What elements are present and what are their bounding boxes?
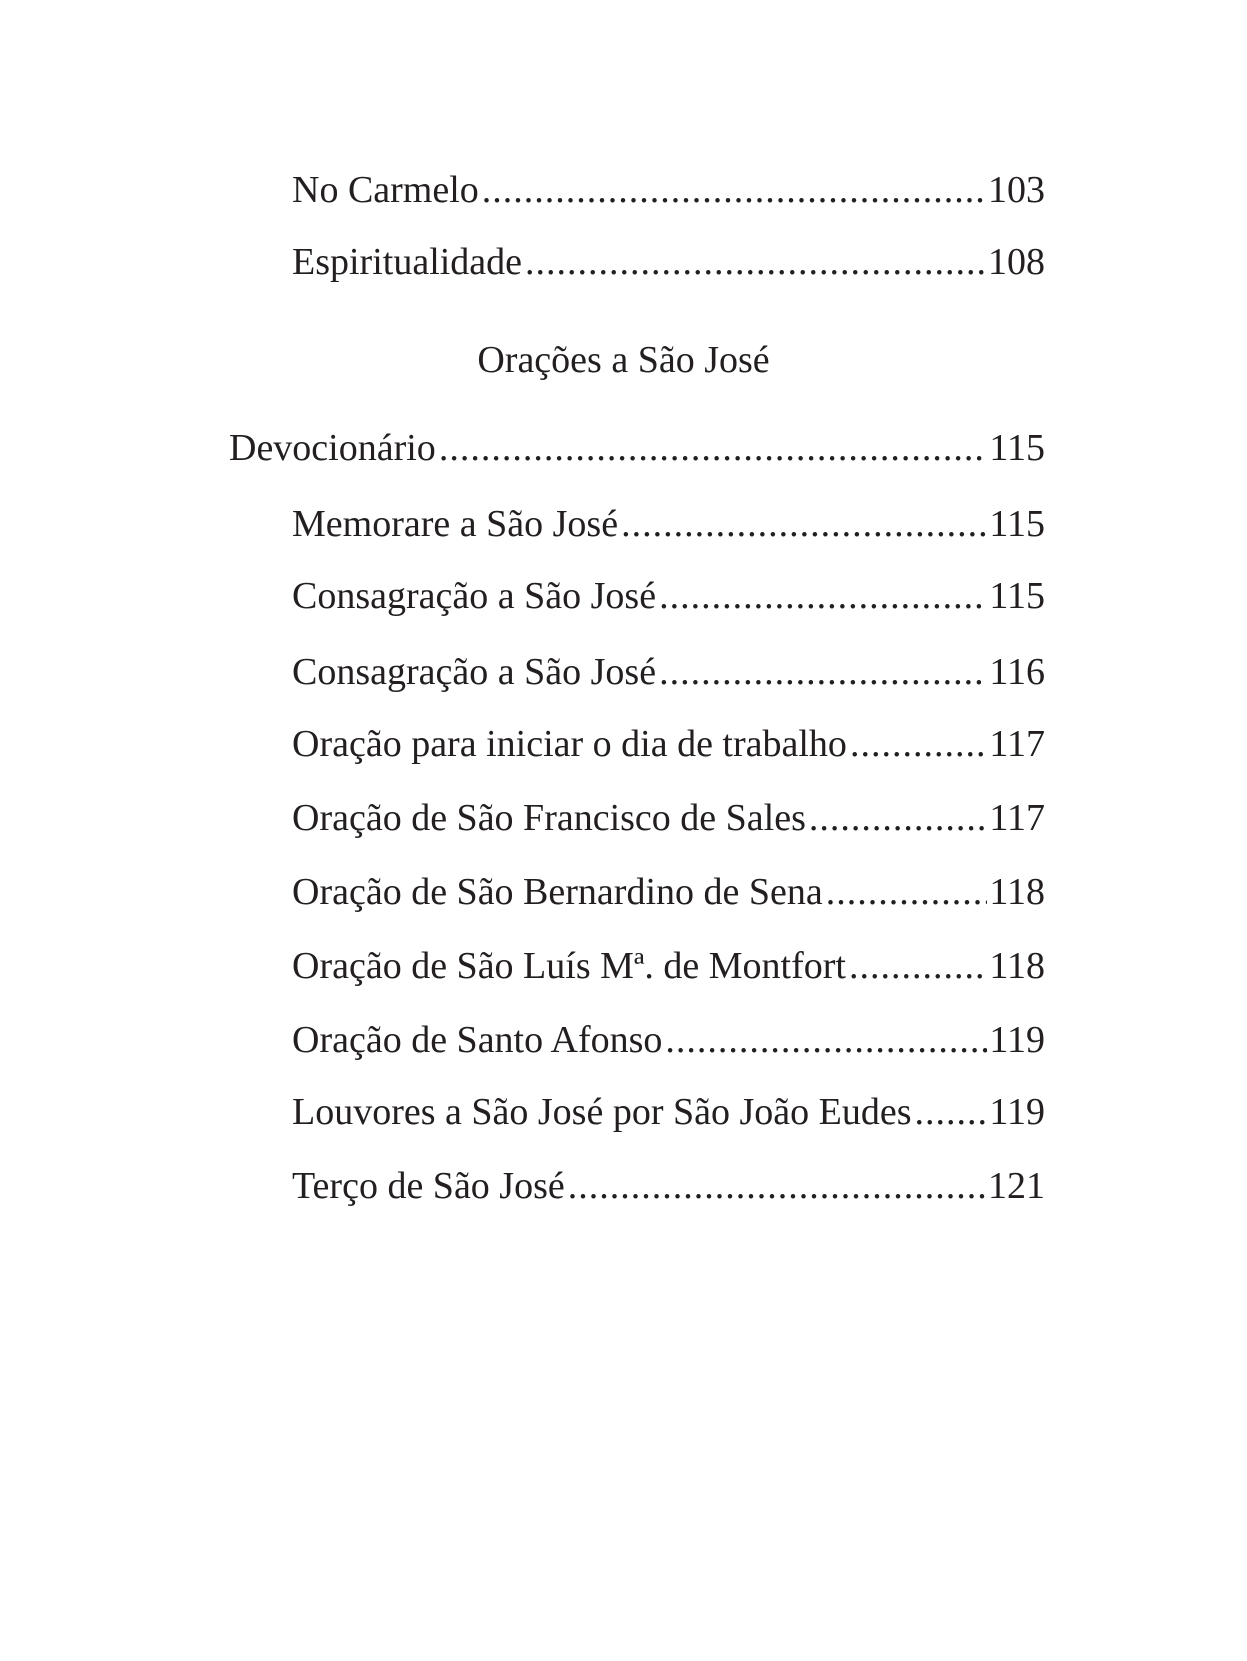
dot-leader — [850, 720, 987, 768]
dot-leader — [482, 166, 986, 214]
toc-entry — [292, 500, 1045, 548]
toc-entry-title: Consagração a São José — [292, 575, 657, 617]
dot-leader — [568, 1162, 986, 1210]
toc-page-number: 118 — [989, 945, 1045, 987]
toc-entry — [292, 166, 1045, 214]
dot-leader — [659, 572, 987, 620]
dot-leader — [665, 1016, 987, 1064]
toc-page-number: 103 — [988, 169, 1045, 211]
dot-leader — [915, 1088, 988, 1136]
toc-entry-title: Oração de Santo Afonso — [292, 1019, 663, 1061]
toc-entry-title: Terço de São José — [292, 1165, 565, 1207]
toc-page-number: 115 — [989, 575, 1045, 617]
toc-page-number: 115 — [989, 503, 1045, 545]
dot-leader — [439, 424, 988, 472]
toc-entry — [292, 572, 1045, 620]
toc-page-number: 115 — [989, 427, 1045, 469]
toc-entry-title: No Carmelo — [292, 169, 479, 211]
toc-chapter-entry — [229, 424, 1045, 472]
toc-page-number: 116 — [989, 651, 1045, 693]
toc-page-number: 117 — [989, 723, 1045, 765]
toc-entry — [292, 1016, 1045, 1064]
toc-entry — [292, 794, 1045, 842]
dot-leader — [849, 942, 987, 990]
dot-leader — [525, 238, 986, 286]
toc-chapter-title: Devocionário — [229, 427, 436, 469]
toc-entry-title: Oração de São Francisco de Sales — [292, 797, 806, 839]
toc-entry-title: Oração para iniciar o dia de trabalho — [292, 723, 847, 765]
toc-entry-title: Consagração a São José — [292, 651, 657, 693]
toc-entry-title: Oração de São Luís Mª. de Montfort — [292, 945, 846, 987]
toc-entry-title: Louvores a São José por São João Eudes — [292, 1091, 912, 1133]
dot-leader — [809, 794, 988, 842]
dot-leader — [621, 500, 987, 548]
toc-entry — [292, 238, 1045, 286]
toc-entry-title: Oração de São Bernardino de Sena — [292, 871, 823, 913]
toc-page-number: 118 — [989, 871, 1045, 913]
toc-entry — [292, 868, 1045, 916]
toc-entry-title: Memorare a São José — [292, 503, 619, 545]
toc-page-number: 108 — [988, 241, 1045, 283]
dot-leader — [659, 648, 987, 696]
toc-page-number: 119 — [989, 1091, 1045, 1133]
toc-page-number: 117 — [989, 797, 1045, 839]
toc-entry — [292, 942, 1045, 990]
toc-entry — [292, 1162, 1045, 1210]
toc-entry — [292, 1088, 1045, 1136]
toc-page-number: 121 — [988, 1165, 1045, 1207]
toc-entry — [292, 648, 1045, 696]
section-heading: Orações a São José — [477, 339, 770, 381]
toc-entry-title: Espiritualidade — [292, 241, 523, 283]
toc-page-number: 119 — [989, 1019, 1045, 1061]
dot-leader — [826, 868, 988, 916]
toc-entry — [292, 720, 1045, 768]
